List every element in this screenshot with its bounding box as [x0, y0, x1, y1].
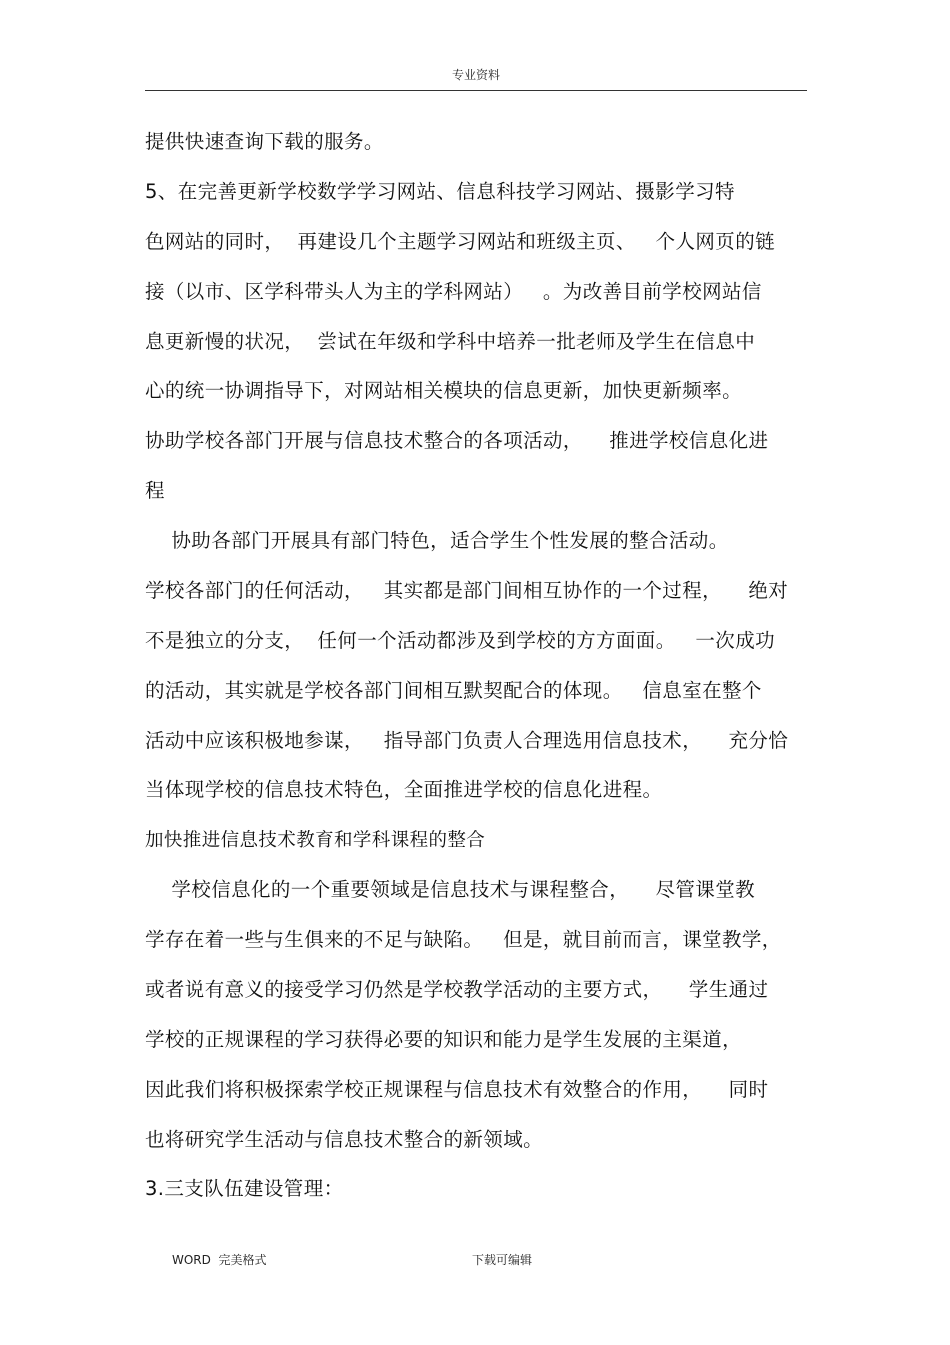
body-line: 协助学校各部门开展与信息技术整合的各项活动， 推进学校信息化进	[145, 429, 769, 452]
body-line: 学存在着一些与生俱来的不足与缺陷。 但是，就目前而言，课堂教学，	[145, 928, 782, 951]
body-line: 不是独立的分支， 任何一个活动都涉及到学校的方方面面。 一次成功	[145, 629, 775, 652]
body-line: 协助各部门开展具有部门特色，适合学生个性发展的整合活动。	[145, 529, 729, 552]
body-line: 提供快速查询下载的服务。	[145, 130, 384, 153]
section-heading: 加快推进信息技术教育和学科课程的整合	[145, 830, 486, 851]
body-line: 因此我们将积极探索学校正规课程与信息技术有效整合的作用， 同时	[145, 1078, 769, 1101]
body-line: 接（以市、区学科带头人为主的学科网站） 。为改善目前学校网站信	[145, 280, 762, 303]
body-line: 或者说有意义的接受学习仍然是学校教学活动的主要方式， 学生通过	[145, 978, 769, 1001]
body-line: 学校各部门的任何活动， 其实都是部门间相互协作的一个过程， 绝对	[145, 579, 789, 602]
body-line: 程	[145, 479, 165, 502]
body-line: 活动中应该积极地参谋， 指导部门负责人合理选用信息技术， 充分恰	[145, 729, 789, 752]
body-line: 5、在完善更新学校数学学习网站、信息科技学习网站、摄影学习特	[145, 180, 735, 203]
body-line: 心的统一协调指导下，对网站相关模块的信息更新，加快更新频率。	[145, 379, 743, 402]
footer-left: WORD 完美格式	[172, 1253, 267, 1267]
body-line: 也将研究学生活动与信息技术整合的新领域。	[145, 1128, 544, 1151]
body-line: 息更新慢的状况， 尝试在年级和学科中培养一批老师及学生在信息中	[145, 330, 756, 353]
header-divider	[145, 90, 807, 91]
body-line: 色网站的同时， 再建设几个主题学习网站和班级主页、 个人网页的链	[145, 230, 775, 253]
body-line: 学校的正规课程的学习获得必要的知识和能力是学生发展的主渠道，	[145, 1028, 743, 1051]
body-line: 学校信息化的一个重要领域是信息技术与课程整合， 尽管课堂教	[145, 878, 755, 901]
body-line: 当体现学校的信息技术特色，全面推进学校的信息化进程。	[145, 778, 663, 801]
footer-right: 下载可编辑	[472, 1253, 533, 1267]
section-heading: 3.三支队伍建设管理：	[145, 1177, 344, 1200]
body-line: 的活动，其实就是学校各部门间相互默契配合的体现。 信息室在整个	[145, 679, 762, 702]
page-header: 专业资料	[451, 68, 500, 82]
